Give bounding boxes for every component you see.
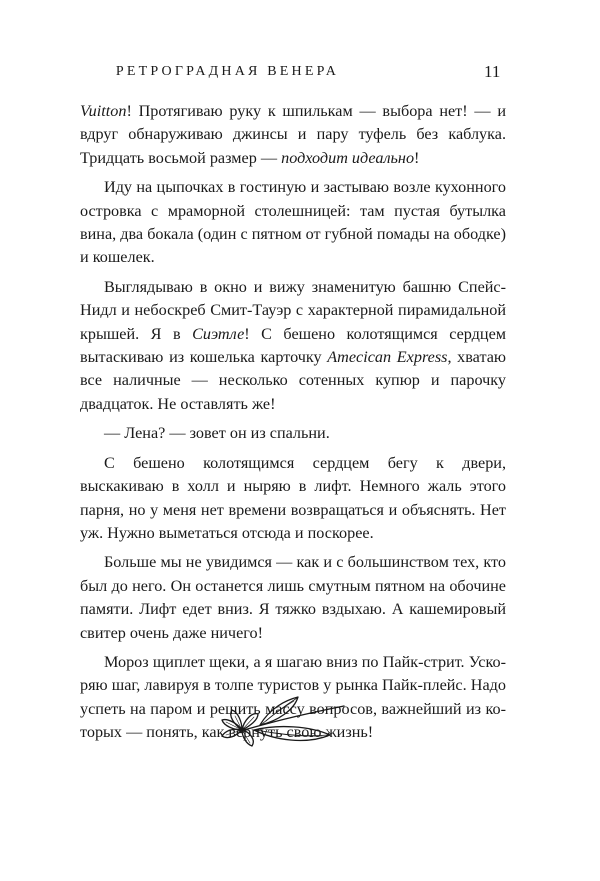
dialogue-line [80,422,506,445]
paragraph [80,176,506,270]
body-text [80,100,506,751]
running-head [0,62,600,86]
page-number: 11 [484,62,501,81]
paragraph [80,452,506,546]
text-run: , хватаю все наличные — несколько сотенных купюр и парочку двадцаток. Не оставлять же! [80,348,506,413]
text-run: Больше мы не увидимся — как и с большинством тех, кто был до него. Он останется лишь смутным пятном на обочине памяти. Лифт едет вниз. Я тяжко вздыхаю. А кашемировый свитер очень даже ничего! [80,553,506,642]
text-run: ! [414,148,420,167]
paragraph [80,276,506,416]
text-run: Иду на цыпочках в гостиную и застываю возле кухонного островка с мраморной столешницей: там пустая бутылка вина, два бокала (один с пятном от губной помады на ободке) и кошелек. [80,178,506,267]
paragraph [80,551,506,645]
flower-branch-icon [214,690,350,760]
italic-text: Amecican Express [327,348,448,367]
text-run: ! С бешено колотящимся сердцем вытаскиваю из кошелька карточку [80,324,506,367]
italic-text: Сиэтле [192,324,245,343]
paragraph [80,100,506,170]
text-run: С бешено колотящимся сердцем бегу к двери, выскакиваю в холл и ныряю в лифт. Немного жаль этого парня, но у меня нет времени возвращаться и объяснять. Нет уж. Нужно выметаться отсюда и поскорее. [80,453,506,542]
text-run: Мороз щиплет щеки, а я шагаю вниз по Пайк-стрит. Ускоряю шаг, лавируя в толпе туристов у рынка Пайк-плейс. Надо успеть на паром и решить массу вопросов, важнейший из которых — понять, как вернуть свою жизнь! [80,652,506,742]
text-run: Выглядываю в окно и вижу знаменитую башню Спейс-Нидл и небоскреб Смит-Тауэр с характерной пирамидальной крышей. Я в [80,277,506,343]
running-title: РЕТРОГРАДНАЯ ВЕНЕРА [115,64,340,79]
text-run: — Лена? — зовет он из спальни. [104,424,330,443]
text-run: ! Протягиваю руку к шпилькам — выбора нет! — и вдруг обнаруживаю джинсы и пару туфель без каблука. Тридцать восьмой размер — [80,102,506,167]
italic-text: подходит идеально [281,148,415,167]
italic-text: Vuitton [80,102,127,120]
